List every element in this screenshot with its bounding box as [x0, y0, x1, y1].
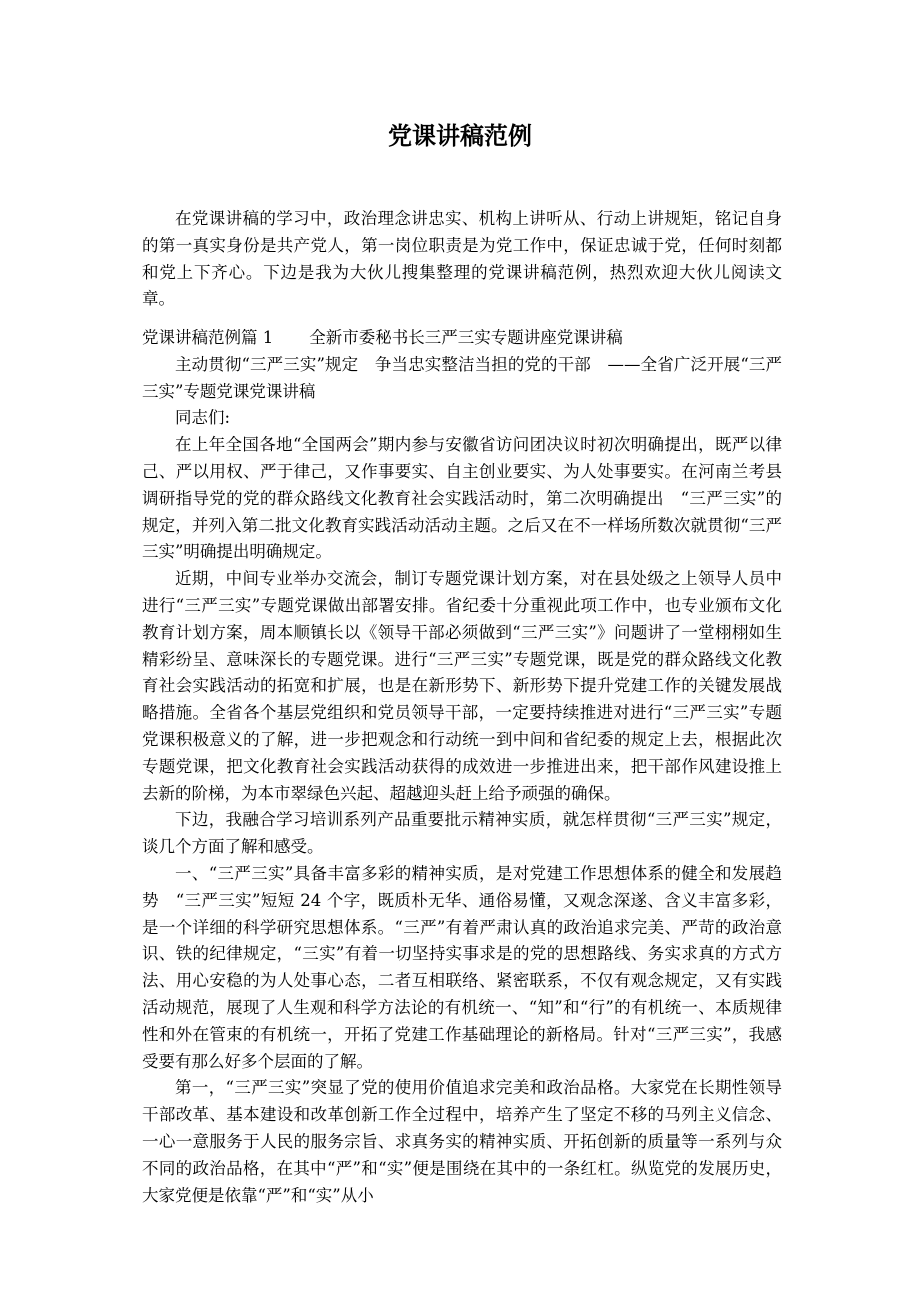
intro-section — [142, 206, 782, 313]
body-paragraph: 一、“三严三实”具备丰富多彩的精神实质，是对党建工作思想体系的健全和发展趋势 “三严三实”短短 24 个字，既质朴无华、通俗易懂，又观念深遂、含义丰富多彩，是一个详细的科学研究思想体系。“三严”有着严肃认真的政治追求完美、严苛的政治意识、铁的纪律规定，“三实”有着一切坚持实事求是的党的思想路线、务实求真的方式方法、用心安稳的为人处事心态，二者互相联络、紧密联系，不仅有观念规定，又有实践活动规范，展现了人生观和科学方法论的有机统一、“知”和“行”的有机统一、本质规律性和外在管束的有机统一，开拓了党建工作基础理论的新格局。针对“三严三实”，我感受要有那么好多个层面的了解。 — [142, 863, 782, 1071]
body-paragraph: 近期，中间专业举办交流会，制订专题党课计划方案，对在县处级之上领导人员中进行“三严三实”专题党课做出部署安排。省纪委十分重视此项工作中，也专业颁布文化教育计划方案，周本顺镇长以《领导干部必须做到“三严三实”》问题讲了一堂栩栩如生精彩纷呈、意味深长的专题党课。进行“三严三实”专题党课，既是党的群众路线文化教育社会实践活动的拓宽和扩展，也是在新形势下、新形势下提升党建工作的关键发展战略措施。全省各个基层党组织和党员领导干部，一定要持续推进对进行“三严三实”专题党课积极意义的了解，进一步把观念和行动统一到中间和省纪委的规定上去，根据此次专题党课，把文化教育社会实践活动获得的成效进一步推进出来，把干部作风建设推上去新的阶梯，为本市翠绿色兴起、超越迎头赶上给予顽强的确保。 — [142, 569, 782, 803]
body-paragraph: 下边，我融合学习培训系列产品重要批示精神实质，就怎样贯彻“三严三实”规定，谈几个方面了解和感受。 — [142, 810, 782, 857]
main-section — [142, 325, 782, 1209]
speech-subtitle: 主动贯彻“三严三实”规定 争当忠实整洁当担的党的干部 ——全省广泛开展“三严三实”专题党课党课讲稿 — [142, 354, 782, 401]
body-paragraph: 第一，“三严三实”突显了党的使用价值追求完美和政治品格。大家党在长期性领导干部改革、基本建设和改革创新工作全过程中，培养产生了坚定不移的马列主义信念、一心一意服务于人民的服务宗旨、求真务实的精神实质、开拓创新的质量等一系列与众不同的政治品格，在其中“严”和“实”便是围绕在其中的一条红杠。纵览党的发展历史，大家党便是依靠“严”和“实”从小 — [142, 1078, 782, 1205]
body-paragraph: 在上年全国各地“全国两会”期内参与安徽省访问团决议时初次明确提出，既严以律己、严以用权、严于律己，又作事要实、自主创业要实、为人处事要实。在河南兰考县调研指导党的党的群众路线文化教育社会实践活动时，第二次明确提出 “三严三实”的规定，并列入第二批文化教育实践活动活动主题。之后又在不一样场所数次就贯彻“三严三实”明确提出明确规定。 — [142, 435, 782, 562]
section-title: 全新市委秘书长三严三实专题讲座党课讲稿 — [309, 328, 623, 347]
salutation: 同志们: — [175, 408, 231, 428]
section-label: 党课讲稿范例篇 1 — [142, 328, 274, 347]
document-title: 党课讲稿范例 — [388, 122, 532, 150]
section-heading — [142, 325, 782, 352]
intro-paragraph: 在党课讲稿的学习中，政治理念讲忠实、机构上讲听从、行动上讲规矩，铭记自身的第一真实身份是共产党人，第一岗位职责是为党工作中，保证忠诚于党，任何时刻都和党上下齐心。下边是我为大伙儿搜集整理的党课讲稿范例，热烈欢迎大伙儿阅读文章。 — [142, 209, 782, 309]
